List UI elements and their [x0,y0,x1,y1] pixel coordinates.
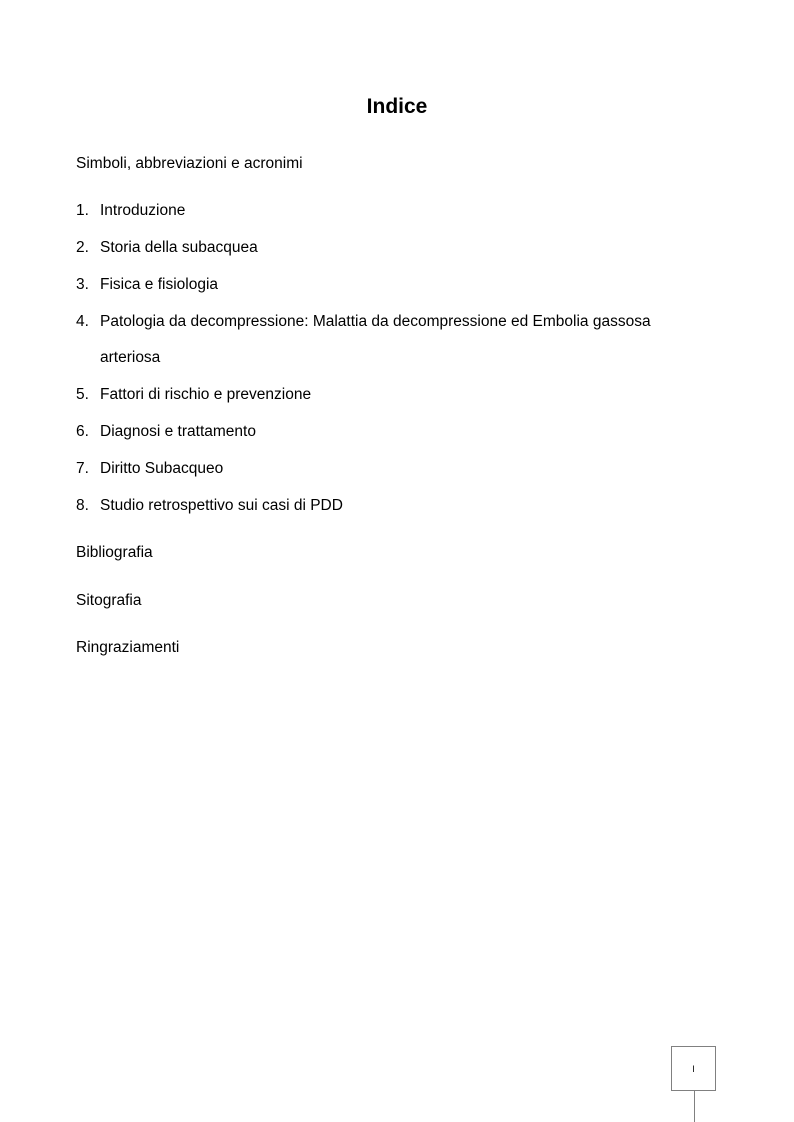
chapter-number: 8. [76,497,89,514]
chapter-number: 2. [76,239,89,256]
chapter-number: 5. [76,386,89,403]
toc-chapter-6[interactable] [76,422,256,442]
toc-chapter-2[interactable] [76,238,258,258]
toc-sitography[interactable]: Sitografia [76,592,142,609]
page-title: Indice [366,95,428,118]
toc-bibliography[interactable]: Bibliografia [76,544,153,561]
chapter-title: Fisica e fisiologia [100,276,219,293]
toc-chapter-5[interactable] [76,385,311,405]
chapter-title: Diritto Subacqueo [100,460,224,477]
toc-chapter-3[interactable] [76,275,218,295]
chapter-number: 4. [76,313,89,330]
chapter-title: Studio retrospettivo sui casi di PDD [100,497,343,514]
chapter-title: Fattori di rischio e prevenzione [100,386,312,403]
page-number-box [671,1046,716,1091]
chapter-title: Patologia da decompressione: Malattia da decompressione ed Embolia gassosa [100,313,651,330]
toc-chapter-8[interactable] [76,496,343,516]
chapter-title: Diagnosi e trattamento [100,423,256,440]
chapter-title: Introduzione [100,202,186,219]
chapter-number: 7. [76,460,89,477]
chapter-number: 1. [76,202,89,219]
toc-acknowledgements[interactable]: Ringraziamenti [76,639,180,656]
chapter-title: Storia della subacquea [100,239,258,256]
toc-chapter-4[interactable] [76,312,651,332]
toc-chapter-7[interactable] [76,459,223,479]
page-number-rule [694,1091,695,1122]
toc-chapter-1[interactable] [76,201,185,221]
toc-chapter-4-continuation[interactable]: arteriosa [100,349,161,366]
toc-symbols[interactable]: Simboli, abbreviazioni e acronimi [76,155,303,172]
chapter-number: 3. [76,276,89,293]
page-number: I [692,1063,695,1074]
chapter-number: 6. [76,423,89,440]
